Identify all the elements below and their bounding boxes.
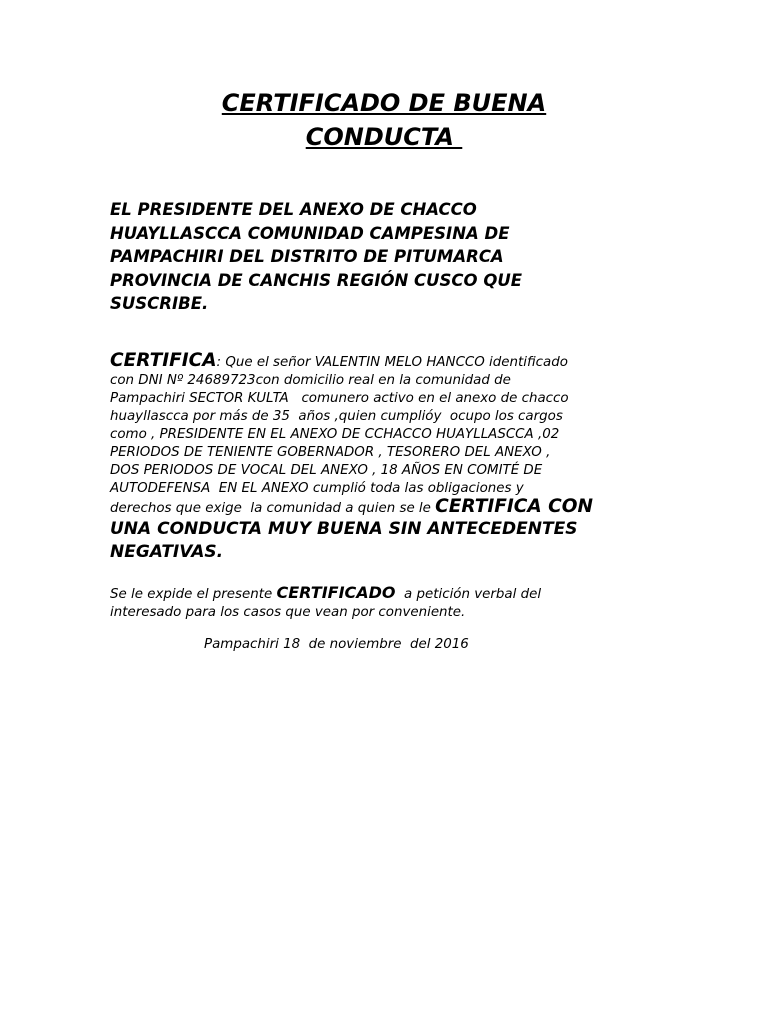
issuer-line: PROVINCIA DE CANCHIS REGIÓN CUSCO QUE xyxy=(110,270,523,290)
issuer-line: HUAYLLASCCA COMUNIDAD CAMPESINA DE xyxy=(110,223,510,243)
certification-line: AUTODEFENSA EN EL ANEXO cumplió toda las obligaciones y xyxy=(110,481,524,496)
issuer-paragraph xyxy=(110,198,670,316)
document-title-line-1: CERTIFICADO DE BUENA xyxy=(221,89,547,117)
issuance-line-2: interesado para los casos que vean por conveniente. xyxy=(110,605,466,620)
certification-line: con DNI Nº 24689723con domicilio real en la comunidad de xyxy=(110,373,511,388)
certification-paragraph xyxy=(110,352,670,564)
certification-mixed-line xyxy=(110,498,670,518)
issuer-line: EL PRESIDENTE DEL ANEXO DE CHACCO xyxy=(110,200,477,219)
certification-line: huayllascca por más de 35 años ,quien cumplióy ocupo los cargos xyxy=(110,409,563,424)
document-title-line-2: CONDUCTA xyxy=(305,123,463,151)
certification-first-line xyxy=(110,352,670,372)
conclusion-line: UNA CONDUCTA MUY BUENA SIN ANTECEDENTES xyxy=(110,519,578,539)
certification-line: PERIODOS DE TENIENTE GOBERNADOR , TESORERO DEL ANEXO , xyxy=(110,445,551,460)
certifica-conclusion-start: CERTIFICA CON xyxy=(435,496,593,517)
issuance-paragraph xyxy=(110,584,690,622)
issuance-text: a petición verbal del xyxy=(395,587,542,602)
certificado-word: CERTIFICADO xyxy=(276,583,396,602)
certification-text: : Que el señor VALENTIN MELO HANCCO identificado xyxy=(216,355,568,370)
conclusion-line: NEGATIVAS. xyxy=(110,542,224,562)
issuer-line: SUSCRIBE. xyxy=(110,294,209,313)
certifica-heading: CERTIFICA xyxy=(110,350,217,371)
certification-line: DOS PERIODOS DE VOCAL DEL ANEXO , 18 AÑOS EN COMITÉ DE xyxy=(110,463,543,478)
certification-line: como , PRESIDENTE EN EL ANEXO DE CCHACCO HUAYLLASCCA ,02 xyxy=(110,427,560,442)
issuance-text: Se le expide el presente xyxy=(110,587,277,602)
place-and-date: Pampachiri 18 de noviembre del 2016 xyxy=(204,637,469,652)
issuer-line: PAMPACHIRI DEL DISTRITO DE PITUMARCA xyxy=(110,247,504,266)
issuance-line-1 xyxy=(110,584,690,604)
certification-text: derechos que exige la comunidad a quien se le xyxy=(110,501,436,516)
certification-line: Pampachiri SECTOR KULTA comunero activo en el anexo de chacco xyxy=(110,391,569,406)
